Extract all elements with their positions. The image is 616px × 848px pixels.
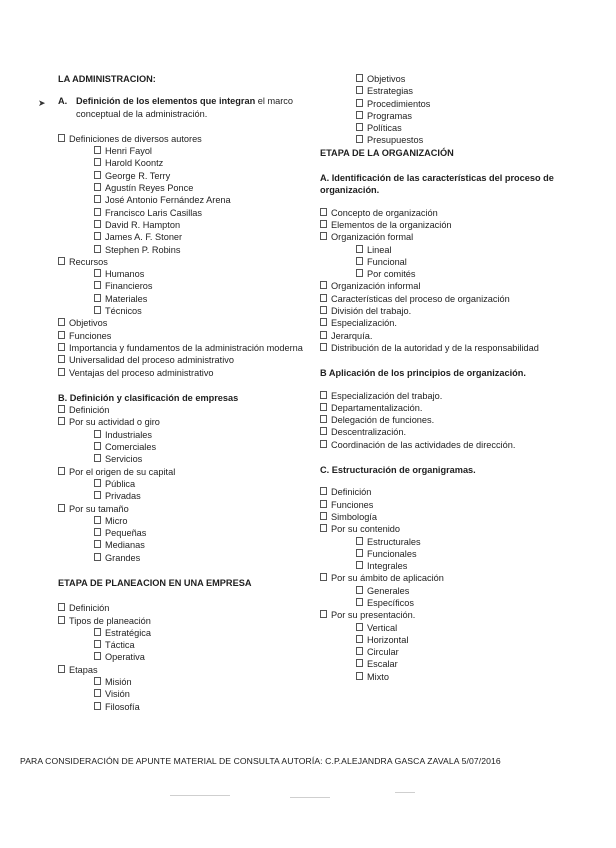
checkbox-icon xyxy=(94,430,101,438)
checkbox-icon xyxy=(356,123,363,131)
list-item: Programas xyxy=(320,110,590,122)
checkbox-icon xyxy=(94,479,101,487)
checkbox-icon xyxy=(94,442,101,450)
list-item: Integrales xyxy=(320,560,590,572)
list-item: Grandes xyxy=(58,552,313,564)
list-item: Políticas xyxy=(320,122,590,134)
checkbox-icon xyxy=(58,318,65,326)
list-item: Comerciales xyxy=(58,441,313,453)
checkbox-icon xyxy=(320,440,327,448)
list-item: Procedimientos xyxy=(320,98,590,110)
checkbox-icon xyxy=(94,171,101,179)
list-item: Organización informal xyxy=(320,280,590,292)
list-item: Estrategias xyxy=(320,85,590,97)
list-item: Por su contenido xyxy=(320,523,590,535)
section-a-heading: A. Identificación de las características del proceso de organización. xyxy=(320,173,554,196)
section-b-heading: B Aplicación de los principios de organización. xyxy=(320,368,526,379)
list-item: Funcional xyxy=(320,256,590,268)
list-item: Filosofía xyxy=(58,701,313,713)
checkbox-icon xyxy=(94,553,101,561)
list-item: Simbología xyxy=(320,511,590,523)
list-item: Pequeñas xyxy=(58,527,313,539)
list-item: Funciones xyxy=(320,499,590,511)
list-item: David R. Hampton xyxy=(58,219,313,231)
checkbox-icon xyxy=(58,417,65,425)
checkbox-icon xyxy=(320,500,327,508)
list-item: Delegación de funciones. xyxy=(320,414,590,426)
list-item: Henri Fayol xyxy=(58,145,313,157)
list-item: Por comités xyxy=(320,268,590,280)
checkbox-icon xyxy=(356,586,363,594)
checkbox-icon xyxy=(320,294,327,302)
checkbox-icon xyxy=(94,195,101,203)
checkbox-icon xyxy=(58,603,65,611)
list-item: Servicios xyxy=(58,453,313,465)
checkbox-icon xyxy=(320,208,327,216)
list-item: Privadas xyxy=(58,490,313,502)
list-item: Funcionales xyxy=(320,548,590,560)
checkbox-icon xyxy=(320,573,327,581)
list-item: Agustín Reyes Ponce xyxy=(58,182,313,194)
checkbox-icon xyxy=(356,86,363,94)
checkbox-icon xyxy=(356,647,363,655)
list-item: División del trabajo. xyxy=(320,305,590,317)
checkbox-icon xyxy=(58,331,65,339)
checkbox-icon xyxy=(58,257,65,265)
checkbox-icon xyxy=(320,524,327,532)
checkbox-icon xyxy=(356,257,363,265)
checkbox-icon xyxy=(320,512,327,520)
list-item: Por su presentación. xyxy=(320,609,590,621)
checkbox-icon xyxy=(94,220,101,228)
list-item: Distribución de la autoridad y de la responsabilidad xyxy=(320,342,590,354)
checkbox-icon xyxy=(356,659,363,667)
page-title: LA ADMINISTRACION: xyxy=(58,74,156,84)
list-item: Importancia y fundamentos de la administración moderna xyxy=(58,342,313,354)
checkbox-icon xyxy=(356,99,363,107)
checkbox-icon xyxy=(356,561,363,569)
checkbox-icon xyxy=(356,635,363,643)
checkbox-icon xyxy=(320,331,327,339)
checkbox-icon xyxy=(94,689,101,697)
section-c-heading: C. Estructuración de organigramas. xyxy=(320,465,476,476)
checkbox-icon xyxy=(58,134,65,142)
checkbox-icon xyxy=(94,146,101,154)
scan-smudge xyxy=(290,797,330,798)
list-item: Coordinación de las actividades de dirección. xyxy=(320,439,590,451)
list-item: Recursos xyxy=(58,256,313,268)
arrow-icon: ➤ xyxy=(38,98,46,108)
list-item: Financieros xyxy=(58,280,313,292)
checkbox-icon xyxy=(320,610,327,618)
checkbox-icon xyxy=(320,343,327,351)
list-item: Etapas xyxy=(58,664,313,676)
checkbox-icon xyxy=(320,415,327,423)
list-item: Generales xyxy=(320,585,590,597)
list-item: Misión xyxy=(58,676,313,688)
checkbox-icon xyxy=(320,220,327,228)
list-item: Definición xyxy=(58,602,313,614)
list-item: Por el origen de su capital xyxy=(58,466,313,478)
left-column xyxy=(58,73,313,713)
checkbox-icon xyxy=(94,306,101,314)
checkbox-icon xyxy=(320,318,327,326)
checkbox-icon xyxy=(94,540,101,548)
checkbox-icon xyxy=(94,652,101,660)
checkbox-icon xyxy=(94,516,101,524)
checkbox-icon xyxy=(320,306,327,314)
checkbox-icon xyxy=(320,391,327,399)
list-item: Francisco Laris Casillas xyxy=(58,207,313,219)
checkbox-icon xyxy=(94,491,101,499)
list-item: Lineal xyxy=(320,244,590,256)
list-item: Stephen P. Robins xyxy=(58,244,313,256)
checkbox-icon xyxy=(94,245,101,253)
section-b-heading: B. Definición y clasificación de empresas xyxy=(58,392,239,403)
planeacion-heading: ETAPA DE PLANEACION EN UNA EMPRESA xyxy=(58,577,252,588)
organizacion-heading: ETAPA DE LA ORGANIZACIÓN xyxy=(320,147,454,158)
list-item: Por su actividad o giro xyxy=(58,416,313,428)
list-item: Ventajas del proceso administrativo xyxy=(58,367,313,379)
list-item: Elementos de la organización xyxy=(320,219,590,231)
list-item: Objetivos xyxy=(320,73,590,85)
checkbox-icon xyxy=(320,232,327,240)
list-item: Mixto xyxy=(320,671,590,683)
list-item: Departamentalización. xyxy=(320,402,590,414)
scan-smudge xyxy=(395,792,415,793)
list-item: Características del proceso de organización xyxy=(320,293,590,305)
checkbox-icon xyxy=(58,616,65,624)
list-item: Visión xyxy=(58,688,313,700)
checkbox-icon xyxy=(94,232,101,240)
checkbox-icon xyxy=(58,368,65,376)
list-item: Concepto de organización xyxy=(320,207,590,219)
list-item: Estratégica xyxy=(58,627,313,639)
checkbox-icon xyxy=(94,208,101,216)
list-item: Tipos de planeación xyxy=(58,615,313,627)
list-item: Vertical xyxy=(320,622,590,634)
checkbox-icon xyxy=(356,598,363,606)
list-item: George R. Terry xyxy=(58,170,313,182)
list-item: Pública xyxy=(58,478,313,490)
checkbox-icon xyxy=(356,74,363,82)
checkbox-icon xyxy=(356,672,363,680)
checkbox-icon xyxy=(320,403,327,411)
checkbox-icon xyxy=(356,135,363,143)
checkbox-icon xyxy=(94,628,101,636)
list-item: Estructurales xyxy=(320,536,590,548)
list-item: Materiales xyxy=(58,293,313,305)
list-item: Descentralización. xyxy=(320,426,590,438)
checkbox-icon xyxy=(94,640,101,648)
checkbox-icon xyxy=(94,294,101,302)
checkbox-icon xyxy=(320,427,327,435)
list-item: Circular xyxy=(320,646,590,658)
checkbox-icon xyxy=(58,665,65,673)
list-item: Organización formal xyxy=(320,231,590,243)
checkbox-icon xyxy=(356,245,363,253)
checkbox-icon xyxy=(94,269,101,277)
list-item: Funciones xyxy=(58,330,313,342)
list-item: Por su tamaño xyxy=(58,503,313,515)
list-item: Definición xyxy=(320,486,590,498)
checkbox-icon xyxy=(356,623,363,631)
checkbox-icon xyxy=(94,183,101,191)
footer-attribution: PARA CONSIDERACIÓN DE APUNTE MATERIAL DE CONSULTA AUTORÍA: C.P.ALEJANDRA GASCA ZAVALA 5/07/2016 xyxy=(20,756,501,766)
scan-smudge xyxy=(170,795,230,796)
checkbox-icon xyxy=(356,549,363,557)
checkbox-icon xyxy=(58,405,65,413)
checkbox-icon xyxy=(94,677,101,685)
list-item: Definiciones de diversos autores xyxy=(58,133,313,145)
checkbox-icon xyxy=(320,487,327,495)
checkbox-icon xyxy=(58,355,65,363)
list-item: Especialización. xyxy=(320,317,590,329)
list-item: Harold Koontz xyxy=(58,157,313,169)
checkbox-icon xyxy=(58,343,65,351)
list-item: Técnicos xyxy=(58,305,313,317)
list-item: Definición xyxy=(58,404,313,416)
right-column xyxy=(320,73,590,683)
checkbox-icon xyxy=(58,467,65,475)
list-item: Operativa xyxy=(58,651,313,663)
checkbox-icon xyxy=(356,269,363,277)
list-item: Industriales xyxy=(58,429,313,441)
checkbox-icon xyxy=(94,528,101,536)
list-item: Micro xyxy=(58,515,313,527)
section-a-heading: A. Definición de los elementos que integran el marco conceptual de la administración. xyxy=(58,96,293,119)
checkbox-icon xyxy=(356,537,363,545)
checkbox-icon xyxy=(94,158,101,166)
list-item: Escalar xyxy=(320,658,590,670)
list-item: Presupuestos xyxy=(320,134,590,146)
list-item: Humanos xyxy=(58,268,313,280)
list-item: Medianas xyxy=(58,539,313,551)
checkbox-icon xyxy=(94,281,101,289)
list-item: Jerarquía. xyxy=(320,330,590,342)
list-item: Universalidad del proceso administrativo xyxy=(58,354,313,366)
checkbox-icon xyxy=(94,702,101,710)
list-item: Objetivos xyxy=(58,317,313,329)
list-item: Específicos xyxy=(320,597,590,609)
checkbox-icon xyxy=(356,111,363,119)
list-item: James A. F. Stoner xyxy=(58,231,313,243)
list-item: Por su ámbito de aplicación xyxy=(320,572,590,584)
checkbox-icon xyxy=(58,504,65,512)
checkbox-icon xyxy=(94,454,101,462)
checkbox-icon xyxy=(320,281,327,289)
list-item: José Antonio Fernández Arena xyxy=(58,194,313,206)
list-item: Táctica xyxy=(58,639,313,651)
list-item: Especialización del trabajo. xyxy=(320,390,590,402)
list-item: Horizontal xyxy=(320,634,590,646)
